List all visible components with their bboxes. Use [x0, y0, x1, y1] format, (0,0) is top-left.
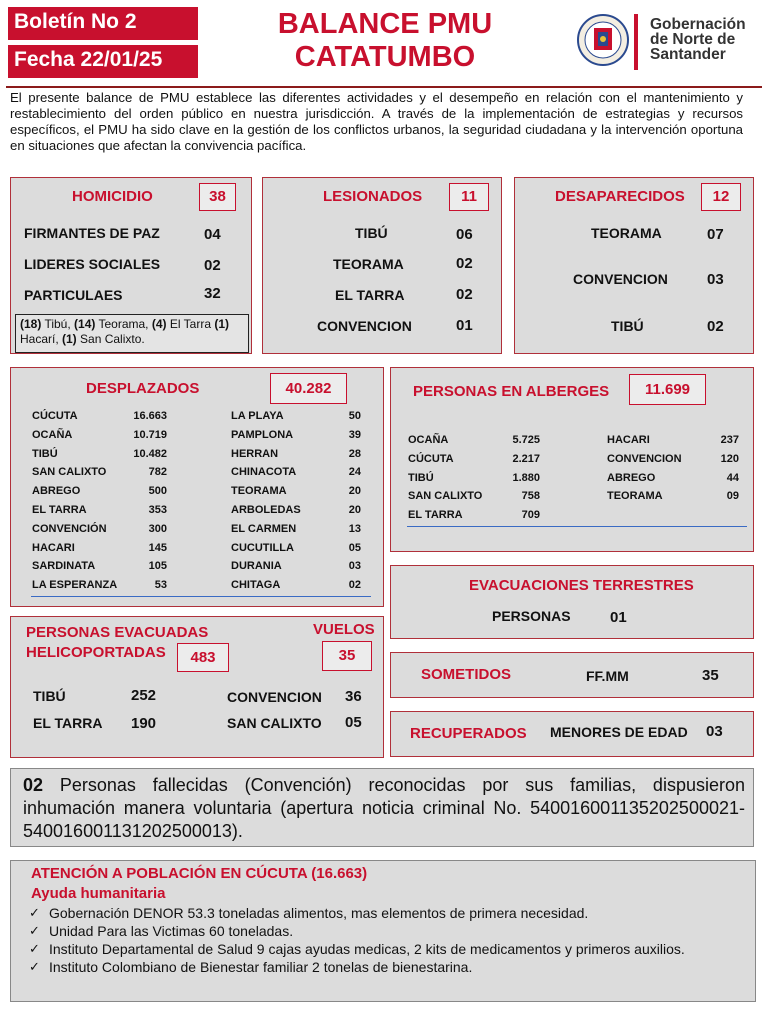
albergues-list-right [607, 434, 739, 509]
vuelos-count: 35 [322, 641, 372, 671]
header-divider [6, 86, 762, 88]
list-item [231, 410, 361, 429]
evacuaciones-value: 01 [610, 609, 627, 626]
list-item [408, 453, 540, 472]
list-item [32, 429, 167, 448]
homicidio-row-value: 04 [204, 226, 221, 243]
list-item-value: 16.663 [133, 410, 167, 422]
list-item [607, 453, 739, 472]
desaparecidos-row-value: 07 [707, 226, 724, 243]
atencion-title: ATENCIÓN A POBLACIÓN EN CÚCUTA (16.663) [31, 865, 368, 882]
atencion-list [27, 905, 749, 977]
list-item [27, 959, 749, 975]
evacuaciones-label: PERSONAS [492, 608, 571, 624]
albergues-panel [390, 367, 754, 552]
note-count: (1) [214, 317, 229, 331]
gov-line-2: de Norte de [650, 31, 736, 48]
list-item-value: 05 [348, 541, 361, 554]
sometidos-value: 35 [702, 667, 719, 684]
list-item [32, 542, 167, 561]
list-item [231, 523, 361, 542]
helicoportadas-title-line-2: HELICOPORTADAS [26, 644, 166, 661]
logo-divider [634, 14, 638, 70]
desplazados-title: DESPLAZADOS [86, 380, 200, 397]
list-item [607, 434, 739, 453]
evacuaciones-title: EVACUACIONES TERRESTRES [469, 577, 694, 594]
list-item-value: 500 [148, 485, 167, 498]
lesionados-row-value: 01 [456, 317, 473, 334]
homicidio-row-label: PARTICULAES [24, 287, 123, 303]
list-item [32, 560, 167, 579]
lesionados-total: 11 [449, 183, 489, 211]
list-item-value: 145 [148, 541, 167, 554]
vuelos-label: VUELOS [313, 621, 375, 638]
list-item-label: CHITAGA [231, 579, 281, 592]
date-label: Fecha 22/01/25 [8, 45, 198, 78]
list-item-label: ABREGO [607, 471, 656, 484]
list-item-label: SAN CALIXTO [408, 490, 483, 503]
fallecidos-count: 02 [23, 775, 44, 795]
lesionados-row-value: 02 [456, 255, 473, 272]
lesionados-row-label: TIBÚ [355, 225, 388, 241]
list-item-label: TIBÚ [32, 447, 58, 460]
list-item-value: 09 [726, 490, 739, 503]
list-item [231, 560, 361, 579]
list-item-value: 50 [348, 410, 361, 422]
desaparecidos-row-label: TEORAMA [591, 225, 662, 241]
helicoportadas-row-label: SAN CALIXTO [227, 715, 322, 731]
title-line-1: BALANCE PMU [277, 8, 493, 40]
sometidos-title: SOMETIDOS [421, 666, 512, 683]
list-item [408, 472, 540, 491]
helicoportadas-row-value: 190 [131, 715, 157, 732]
list-item-value: 758 [521, 490, 540, 503]
list-item-label: SARDINATA [32, 560, 96, 573]
list-item-value: 20 [348, 485, 361, 498]
list-item-label: EL TARRA [408, 509, 463, 522]
atencion-subtitle: Ayuda humanitaria [31, 885, 166, 902]
list-item-value: 1.880 [512, 471, 540, 484]
desplazados-list-right [231, 410, 361, 598]
note-place: El Tarra [166, 317, 215, 331]
list-item [231, 485, 361, 504]
list-item-value: 120 [720, 452, 739, 465]
note-count: (4) [151, 317, 167, 331]
list-item [231, 466, 361, 485]
list-item [231, 542, 361, 561]
list-item [231, 448, 361, 467]
fallecidos-text [23, 774, 745, 843]
helicoportadas-total: 483 [177, 643, 229, 672]
list-item-label: OCAÑA [32, 428, 73, 441]
list-item-value: 53 [154, 579, 167, 592]
list-item-label: HACARI [607, 434, 650, 446]
list-item-label: TEORAMA [607, 490, 663, 503]
check-icon: ✓ [29, 923, 40, 938]
list-item-text: Instituto Departamental de Salud 9 cajas ayudas medicas, 2 kits de medicamentos y primeros auxilios. [49, 941, 685, 957]
homicidio-total: 38 [199, 183, 236, 211]
albergues-total: 11.699 [629, 374, 706, 405]
recuperados-title: RECUPERADOS [410, 725, 527, 742]
lesionados-row-value: 06 [456, 226, 473, 243]
list-item-label: CONVENCIÓN [32, 522, 107, 535]
helicoportadas-row-label: CONVENCION [227, 689, 322, 705]
list-item-label: CÚCUTA [32, 410, 78, 422]
list-item-value: 353 [148, 503, 167, 516]
list-item-label: TIBÚ [408, 471, 434, 484]
lesionados-panel [262, 177, 502, 354]
helicoportadas-row-value: 05 [345, 714, 362, 731]
homicidio-row-label: LIDERES SOCIALES [24, 256, 161, 272]
list-item [231, 429, 361, 448]
page-title [230, 8, 540, 74]
department-seal-logo [577, 6, 629, 78]
sometidos-panel [390, 652, 754, 698]
list-item-label: CHINACOTA [231, 466, 297, 479]
list-item-label: LA ESPERANZA [32, 579, 118, 592]
lesionados-row-label: EL TARRA [335, 287, 405, 303]
check-icon: ✓ [29, 959, 40, 974]
list-item-value: 39 [348, 428, 361, 441]
recuperados-label: MENORES DE EDAD [550, 724, 688, 740]
note-count: (14) [74, 317, 96, 331]
albergues-title: PERSONAS EN ALBERGES [413, 383, 610, 400]
atencion-panel [10, 860, 756, 1002]
list-item-value: 13 [348, 522, 361, 535]
list-item-value: 44 [726, 471, 739, 484]
lesionados-row-value: 02 [456, 286, 473, 303]
list-item-label: LA PLAYA [231, 410, 284, 422]
sometidos-label: FF.MM [586, 668, 629, 684]
list-item-text: Instituto Colombiano de Bienestar familiar 2 tonelas de bienestarina. [49, 959, 473, 975]
lesionados-row-label: CONVENCION [317, 318, 412, 334]
check-icon: ✓ [29, 941, 40, 956]
list-item-value: 5.725 [512, 434, 540, 446]
list-item [27, 941, 749, 957]
list-item-value: 03 [348, 560, 361, 573]
list-item-label: HACARI [32, 541, 75, 554]
desplazados-panel [10, 367, 384, 607]
list-item-label: CÚCUTA [408, 452, 454, 465]
evacuaciones-panel [390, 565, 754, 639]
list-item-value: 2.217 [512, 452, 540, 465]
list-item-label: CONVENCION [607, 452, 682, 465]
homicidio-row-value: 32 [204, 285, 221, 302]
recuperados-panel [390, 711, 754, 757]
helicoportadas-row-value: 252 [131, 687, 157, 704]
recuperados-value: 03 [706, 723, 723, 740]
desaparecidos-total: 12 [701, 183, 741, 211]
helicoportadas-panel [10, 616, 384, 758]
list-item-value: 782 [148, 466, 167, 479]
list-item [32, 410, 167, 429]
list-item [32, 485, 167, 504]
desaparecidos-row-label: CONVENCION [573, 271, 668, 287]
desplazados-total: 40.282 [270, 373, 347, 404]
list-item [607, 472, 739, 491]
list-item-label: ABREGO [32, 485, 81, 498]
list-item [27, 923, 749, 939]
list-item [32, 523, 167, 542]
helicoportadas-title-line-1: PERSONAS EVACUADAS [26, 624, 209, 641]
list-item [32, 504, 167, 523]
gov-line-1: Gobernación [650, 16, 746, 33]
list-item-label: PAMPLONA [231, 428, 294, 441]
desaparecidos-title: DESAPARECIDOS [555, 188, 685, 205]
fallecidos-panel [10, 768, 754, 847]
list-item-value: 24 [348, 466, 361, 479]
homicidio-row-label: FIRMANTES DE PAZ [24, 225, 160, 241]
list-item [32, 448, 167, 467]
list-item-value: 10.482 [133, 447, 167, 460]
desplazados-list-left [32, 410, 167, 598]
albergues-list-left [408, 434, 540, 528]
helicoportadas-row-value: 36 [345, 688, 362, 705]
helicoportadas-row-label: TIBÚ [33, 688, 66, 704]
list-item-label: EL TARRA [32, 503, 87, 516]
list-item-value: 105 [148, 560, 167, 573]
list-item [32, 466, 167, 485]
fallecidos-description: Personas fallecidas (Convención) reconocidas por sus familias, dispusieron inhumación manera voluntaria (apertura noticia criminal No. 540016001135202500021- 540016001131202500013). [23, 775, 745, 841]
list-item-label: ARBOLEDAS [231, 503, 301, 516]
list-item-value: 237 [720, 434, 739, 446]
list-item [27, 905, 749, 921]
list-item [408, 434, 540, 453]
homicidio-panel [10, 177, 252, 354]
list-item-label: DURANIA [231, 560, 282, 573]
note-place: Hacarí, [20, 332, 63, 346]
list-item-value: 02 [348, 579, 361, 592]
intro-paragraph: El presente balance de PMU establece las diferentes actividades y el desempeño en relación con el mantenimiento y restablecimiento del orden público en nuestra jurisdicción. A través de la implementación de estrategias y recursos específicos, el PMU ha sido clave en la gestión de los conflictos urbanos, la seguridad ciudadana y la intervención oportuna en situaciones que afectan la convivencia pacífica. [10, 90, 743, 153]
list-item-value: 709 [521, 509, 540, 522]
homicidio-title: HOMICIDIO [72, 188, 153, 205]
desaparecidos-row-label: TIBÚ [611, 318, 644, 334]
list-item-text: Gobernación DENOR 53.3 toneladas alimentos, mas elementos de primera necesidad. [49, 905, 589, 921]
check-icon: ✓ [29, 905, 40, 920]
list-item-label: CUCUTILLA [231, 541, 294, 554]
desplazados-divider [31, 596, 371, 597]
albergues-divider [407, 526, 747, 527]
list-item-label: TEORAMA [231, 485, 287, 498]
helicoportadas-row-label: EL TARRA [33, 715, 103, 731]
note-place: Tibú, [41, 317, 75, 331]
list-item-text: Unidad Para las Victimas 60 toneladas. [49, 923, 294, 939]
list-item [408, 490, 540, 509]
list-item-value: 10.719 [133, 428, 167, 441]
lesionados-title: LESIONADOS [323, 188, 423, 205]
desaparecidos-row-value: 03 [707, 271, 724, 288]
list-item-value: 20 [348, 503, 361, 516]
list-item-value: 300 [148, 522, 167, 535]
government-logo-text [650, 17, 746, 62]
list-item [607, 490, 739, 509]
lesionados-row-label: TEORAMA [333, 256, 404, 272]
note-place: San Calixto. [76, 332, 145, 346]
note-count: (18) [20, 317, 42, 331]
bulletin-label: Boletín No 2 [8, 7, 198, 40]
list-item [231, 504, 361, 523]
list-item-value: 28 [348, 447, 361, 460]
homicidio-breakdown-note [15, 314, 249, 353]
gov-line-3: Santander [650, 46, 726, 63]
desaparecidos-row-value: 02 [707, 318, 724, 335]
homicidio-row-value: 02 [204, 257, 221, 274]
list-item-label: OCAÑA [408, 434, 449, 446]
title-line-2: CATATUMBO [294, 41, 476, 73]
list-item-label: EL CARMEN [231, 522, 297, 535]
list-item-label: HERRAN [231, 447, 279, 460]
list-item-label: SAN CALIXTO [32, 466, 107, 479]
desaparecidos-panel [514, 177, 754, 354]
note-count: (1) [62, 332, 77, 346]
note-place: Teorama, [95, 317, 152, 331]
